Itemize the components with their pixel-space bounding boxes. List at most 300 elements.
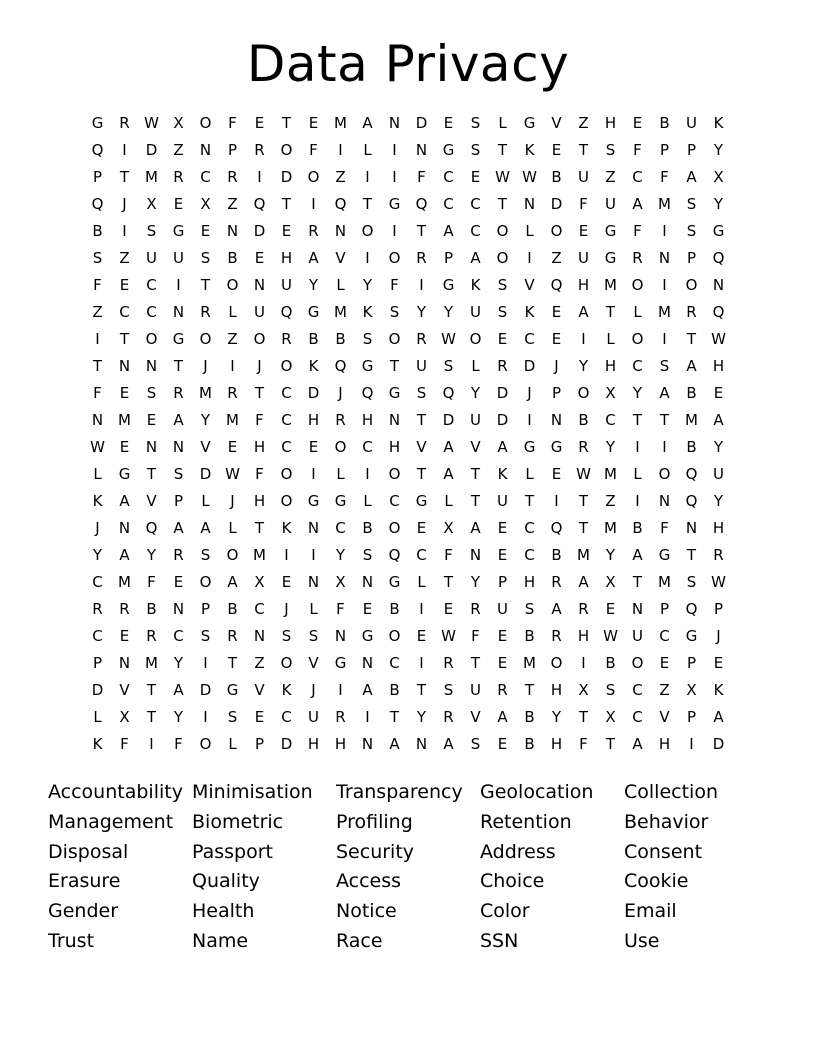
grid-letter: W bbox=[90, 438, 105, 456]
grid-letter: X bbox=[443, 519, 454, 537]
grid-letter: O bbox=[550, 222, 563, 240]
grid-letter: B bbox=[686, 384, 697, 402]
grid-letter: C bbox=[632, 681, 643, 699]
grid-letter: A bbox=[497, 438, 508, 456]
grid-letter: C bbox=[281, 384, 292, 402]
grid-letter: P bbox=[686, 654, 697, 672]
grid-letter: R bbox=[578, 600, 589, 618]
grid-letter: E bbox=[497, 330, 508, 348]
grid-letter: J bbox=[338, 384, 343, 402]
grid-row bbox=[84, 299, 732, 326]
grid-letter: H bbox=[550, 681, 563, 699]
grid-letter: F bbox=[309, 141, 318, 159]
grid-row bbox=[84, 326, 732, 353]
grid-letter: M bbox=[334, 114, 347, 132]
grid-letter: X bbox=[119, 708, 130, 726]
grid-letter: O bbox=[496, 249, 509, 267]
grid-letter: G bbox=[523, 438, 536, 456]
grid-letter: I bbox=[311, 195, 316, 213]
grid-letter: I bbox=[662, 222, 667, 240]
grid-letter: A bbox=[632, 546, 643, 564]
grid-letter: O bbox=[388, 330, 401, 348]
grid-letter: T bbox=[605, 735, 616, 753]
grid-letter: P bbox=[686, 141, 697, 159]
grid-letter: C bbox=[659, 627, 670, 645]
grid-letter: I bbox=[581, 330, 586, 348]
grid-letter: Z bbox=[227, 330, 238, 348]
grid-letter: Q bbox=[685, 492, 698, 510]
grid-letter: A bbox=[362, 114, 373, 132]
grid-row bbox=[84, 542, 732, 569]
grid-letter: E bbox=[632, 114, 643, 132]
grid-letter: A bbox=[632, 735, 643, 753]
grid-letter: N bbox=[118, 519, 131, 537]
grid-letter: A bbox=[713, 411, 724, 429]
grid-letter: S bbox=[308, 627, 319, 645]
grid-letter: H bbox=[334, 735, 347, 753]
grid-letter: E bbox=[470, 168, 481, 186]
grid-letter: D bbox=[712, 735, 725, 753]
grid-letter: F bbox=[579, 735, 588, 753]
grid-letter: N bbox=[226, 222, 239, 240]
grid-letter: Q bbox=[415, 195, 428, 213]
grid-letter: S bbox=[200, 627, 211, 645]
grid-letter: N bbox=[145, 438, 158, 456]
grid-letter: C bbox=[281, 708, 292, 726]
grid-letter: D bbox=[496, 384, 509, 402]
grid-letter: N bbox=[172, 303, 185, 321]
grid-letter: X bbox=[254, 573, 265, 591]
grid-letter: J bbox=[527, 384, 532, 402]
grid-letter: W bbox=[441, 627, 456, 645]
grid-letter: T bbox=[146, 681, 157, 699]
grid-letter: T bbox=[119, 330, 130, 348]
grid-letter: I bbox=[527, 411, 532, 429]
word-list-item: Access bbox=[336, 870, 402, 893]
grid-letter: H bbox=[712, 357, 725, 375]
grid-letter: I bbox=[284, 546, 289, 564]
grid-letter: L bbox=[93, 708, 102, 726]
grid-letter: N bbox=[361, 735, 374, 753]
grid-letter: I bbox=[365, 465, 370, 483]
grid-letter: N bbox=[199, 141, 212, 159]
grid-letter: N bbox=[631, 600, 644, 618]
grid-letter: P bbox=[713, 600, 724, 618]
grid-letter: E bbox=[416, 519, 427, 537]
grid-letter: J bbox=[230, 492, 235, 510]
grid-letter: F bbox=[471, 627, 480, 645]
grid-letter: K bbox=[524, 141, 535, 159]
grid-letter: I bbox=[392, 141, 397, 159]
grid-letter: T bbox=[119, 168, 130, 186]
grid-letter: B bbox=[605, 654, 616, 672]
grid-row bbox=[84, 488, 732, 515]
word-list-item: Disposal bbox=[48, 840, 129, 863]
grid-letter: C bbox=[281, 411, 292, 429]
grid-letter: J bbox=[95, 519, 100, 537]
grid-letter: R bbox=[308, 222, 319, 240]
grid-letter: I bbox=[203, 708, 208, 726]
grid-letter: I bbox=[149, 735, 154, 753]
grid-letter: G bbox=[361, 357, 374, 375]
grid-letter: D bbox=[442, 411, 455, 429]
grid-letter: A bbox=[173, 411, 184, 429]
grid-letter: Y bbox=[146, 546, 157, 564]
word-list-item: Race bbox=[336, 929, 383, 952]
grid-letter: J bbox=[257, 357, 262, 375]
grid-letter: R bbox=[497, 357, 508, 375]
grid-letter: K bbox=[92, 735, 103, 753]
grid-letter: Z bbox=[605, 168, 616, 186]
grid-letter: B bbox=[92, 222, 103, 240]
grid-letter: S bbox=[443, 681, 454, 699]
grid-letter: C bbox=[146, 276, 157, 294]
grid-letter: M bbox=[658, 195, 671, 213]
grid-letter: N bbox=[253, 276, 266, 294]
grid-letter: V bbox=[416, 438, 427, 456]
grid-letter: J bbox=[284, 600, 289, 618]
grid-letter: R bbox=[119, 600, 130, 618]
grid-letter: R bbox=[146, 627, 157, 645]
grid-letter: N bbox=[658, 492, 671, 510]
word-list-item: Transparency bbox=[336, 781, 463, 803]
grid-letter: C bbox=[335, 519, 346, 537]
grid-letter: V bbox=[524, 276, 535, 294]
grid-letter: T bbox=[389, 357, 400, 375]
grid-letter: I bbox=[554, 492, 559, 510]
grid-letter: O bbox=[334, 438, 347, 456]
grid-letter: I bbox=[338, 141, 343, 159]
grid-letter: T bbox=[578, 141, 589, 159]
grid-letter: A bbox=[227, 573, 238, 591]
grid-letter: O bbox=[280, 465, 293, 483]
grid-letter: Y bbox=[173, 708, 184, 726]
grid-letter: G bbox=[334, 492, 347, 510]
word-list-item: Behavior bbox=[624, 810, 709, 833]
grid-letter: C bbox=[443, 195, 454, 213]
grid-letter: M bbox=[334, 303, 347, 321]
grid-letter: Z bbox=[659, 681, 670, 699]
word-list-item: Address bbox=[480, 840, 556, 863]
grid-letter: T bbox=[578, 708, 589, 726]
grid-letter: L bbox=[336, 276, 345, 294]
grid-letter: J bbox=[122, 195, 127, 213]
grid-letter: P bbox=[200, 600, 211, 618]
grid-letter: A bbox=[389, 735, 400, 753]
grid-letter: K bbox=[92, 492, 103, 510]
grid-row bbox=[84, 110, 732, 137]
grid-letter: O bbox=[226, 546, 239, 564]
grid-letter: O bbox=[307, 168, 320, 186]
grid-letter: U bbox=[632, 627, 643, 645]
grid-letter: K bbox=[524, 303, 535, 321]
grid-letter: Y bbox=[632, 384, 643, 402]
grid-letter: Y bbox=[416, 708, 427, 726]
grid-letter: W bbox=[576, 465, 591, 483]
grid-letter: L bbox=[336, 465, 345, 483]
grid-letter: M bbox=[577, 546, 590, 564]
grid-letter: R bbox=[227, 384, 238, 402]
grid-letter: U bbox=[497, 600, 508, 618]
grid-letter: Z bbox=[119, 249, 130, 267]
grid-letter: B bbox=[362, 519, 373, 537]
grid-letter: I bbox=[365, 249, 370, 267]
grid-letter: Z bbox=[173, 141, 184, 159]
grid-letter: F bbox=[228, 114, 237, 132]
grid-letter: Y bbox=[713, 195, 724, 213]
grid-letter: X bbox=[146, 195, 157, 213]
grid-letter: W bbox=[711, 330, 726, 348]
grid-letter: A bbox=[713, 708, 724, 726]
grid-letter: B bbox=[308, 330, 319, 348]
grid-letter: I bbox=[581, 654, 586, 672]
grid-letter: T bbox=[470, 654, 481, 672]
grid-letter: X bbox=[605, 573, 616, 591]
grid-letter: Q bbox=[91, 141, 104, 159]
grid-letter: J bbox=[203, 357, 208, 375]
grid-row bbox=[84, 596, 732, 623]
grid-letter: D bbox=[280, 735, 293, 753]
grid-letter: R bbox=[416, 330, 427, 348]
grid-letter: R bbox=[92, 600, 103, 618]
grid-letter: I bbox=[635, 438, 640, 456]
grid-letter: I bbox=[392, 168, 397, 186]
grid-letter: O bbox=[199, 735, 212, 753]
grid-letter: E bbox=[254, 249, 265, 267]
grid-letter: S bbox=[389, 303, 400, 321]
grid-letter: C bbox=[416, 546, 427, 564]
word-list-item: Minimisation bbox=[192, 781, 313, 803]
grid-letter: A bbox=[119, 546, 130, 564]
word-list-item: Cookie bbox=[624, 870, 689, 893]
grid-row bbox=[84, 704, 732, 731]
grid-letter: M bbox=[253, 546, 266, 564]
grid-letter: R bbox=[497, 681, 508, 699]
grid-letter: I bbox=[95, 330, 100, 348]
grid-letter: Y bbox=[578, 357, 589, 375]
grid-letter: H bbox=[604, 357, 617, 375]
grid-letter: E bbox=[254, 114, 265, 132]
grid-letter: L bbox=[633, 465, 642, 483]
grid-letter: M bbox=[523, 654, 536, 672]
grid-letter: S bbox=[200, 546, 211, 564]
word-list-item: Consent bbox=[624, 840, 703, 863]
grid-letter: T bbox=[362, 195, 373, 213]
grid-letter: L bbox=[363, 492, 372, 510]
grid-letter: Q bbox=[334, 357, 347, 375]
grid-letter: E bbox=[551, 141, 562, 159]
grid-letter: B bbox=[551, 546, 562, 564]
grid-letter: Q bbox=[334, 195, 347, 213]
grid-letter: K bbox=[470, 276, 481, 294]
grid-letter: E bbox=[497, 735, 508, 753]
grid-letter: M bbox=[118, 573, 131, 591]
grid-letter: H bbox=[577, 627, 590, 645]
grid-letter: A bbox=[443, 438, 454, 456]
grid-letter: B bbox=[146, 600, 157, 618]
word-list-item: Quality bbox=[192, 870, 260, 893]
grid-letter: L bbox=[228, 735, 237, 753]
grid-letter: E bbox=[497, 519, 508, 537]
grid-letter: T bbox=[227, 654, 238, 672]
grid-letter: D bbox=[523, 357, 536, 375]
grid-letter: A bbox=[470, 249, 481, 267]
grid-letter: V bbox=[200, 438, 211, 456]
grid-letter: T bbox=[578, 492, 589, 510]
grid-letter: X bbox=[200, 195, 211, 213]
grid-letter: O bbox=[685, 276, 698, 294]
grid-letter: A bbox=[119, 492, 130, 510]
word-list-item: Profiling bbox=[336, 810, 413, 833]
grid-letter: D bbox=[91, 681, 104, 699]
grid-letter: U bbox=[470, 303, 481, 321]
grid-letter: A bbox=[578, 303, 589, 321]
grid-letter: K bbox=[713, 681, 724, 699]
grid-letter: M bbox=[604, 276, 617, 294]
grid-letter: L bbox=[309, 600, 318, 618]
grid-letter: H bbox=[253, 492, 266, 510]
grid-letter: Y bbox=[308, 276, 319, 294]
grid-letter: A bbox=[659, 384, 670, 402]
grid-letter: E bbox=[443, 114, 454, 132]
grid-letter: O bbox=[388, 519, 401, 537]
grid-letter: V bbox=[254, 681, 265, 699]
grid-row bbox=[84, 650, 732, 677]
grid-letter: A bbox=[443, 735, 454, 753]
grid-letter: U bbox=[578, 168, 589, 186]
grid-letter: Q bbox=[388, 546, 401, 564]
grid-letter: L bbox=[525, 465, 534, 483]
grid-letter: R bbox=[686, 303, 697, 321]
grid-letter: Y bbox=[713, 438, 724, 456]
grid-letter: F bbox=[174, 735, 183, 753]
word-list-item: Health bbox=[192, 900, 255, 923]
grid-letter: A bbox=[578, 573, 589, 591]
grid-letter: V bbox=[470, 708, 481, 726]
grid-letter: U bbox=[605, 195, 616, 213]
grid-letter: U bbox=[470, 681, 481, 699]
word-list-item: Notice bbox=[336, 900, 397, 923]
grid-letter: S bbox=[524, 600, 535, 618]
grid-letter: W bbox=[711, 573, 726, 591]
grid-letter: U bbox=[254, 303, 265, 321]
grid-letter: U bbox=[146, 249, 157, 267]
grid-letter: C bbox=[173, 627, 184, 645]
grid-letter: I bbox=[689, 735, 694, 753]
grid-letter: T bbox=[416, 411, 427, 429]
grid-letter: C bbox=[254, 600, 265, 618]
grid-letter: A bbox=[308, 249, 319, 267]
grid-letter: R bbox=[713, 546, 724, 564]
grid-letter: Y bbox=[200, 411, 211, 429]
grid-letter: T bbox=[686, 546, 697, 564]
grid-letter: N bbox=[145, 357, 158, 375]
grid-letter: R bbox=[119, 114, 130, 132]
grid-letter: F bbox=[633, 141, 642, 159]
grid-row bbox=[84, 731, 732, 758]
grid-letter: U bbox=[713, 465, 724, 483]
grid-letter: I bbox=[311, 546, 316, 564]
grid-letter: Y bbox=[470, 573, 481, 591]
grid-letter: V bbox=[470, 438, 481, 456]
grid-letter: V bbox=[308, 654, 319, 672]
grid-letter: F bbox=[579, 195, 588, 213]
grid-letter: E bbox=[308, 114, 319, 132]
grid-letter: R bbox=[578, 438, 589, 456]
grid-letter: S bbox=[686, 573, 697, 591]
grid-letter: I bbox=[176, 276, 181, 294]
word-list-item: Choice bbox=[480, 870, 545, 893]
letter-grid bbox=[84, 110, 732, 758]
grid-letter: C bbox=[470, 222, 481, 240]
grid-letter: G bbox=[226, 681, 239, 699]
grid-letter: S bbox=[92, 249, 103, 267]
word-list bbox=[48, 778, 768, 957]
grid-letter: Z bbox=[227, 195, 238, 213]
grid-letter: B bbox=[389, 681, 400, 699]
grid-letter: E bbox=[497, 546, 508, 564]
grid-letter: O bbox=[631, 276, 644, 294]
grid-letter: G bbox=[415, 492, 428, 510]
grid-letter: Y bbox=[92, 546, 103, 564]
grid-letter: U bbox=[281, 276, 292, 294]
grid-letter: F bbox=[255, 411, 264, 429]
word-list-item: Security bbox=[336, 840, 415, 863]
grid-letter: M bbox=[604, 519, 617, 537]
grid-letter: S bbox=[686, 222, 697, 240]
grid-letter: X bbox=[686, 681, 697, 699]
word-list-item: Use bbox=[624, 929, 660, 952]
grid-letter: S bbox=[281, 627, 292, 645]
grid-letter: N bbox=[91, 411, 104, 429]
grid-letter: S bbox=[146, 384, 157, 402]
grid-letter: I bbox=[419, 600, 424, 618]
grid-letter: C bbox=[632, 708, 643, 726]
grid-letter: N bbox=[658, 249, 671, 267]
grid-letter: C bbox=[92, 573, 103, 591]
grid-letter: E bbox=[119, 438, 130, 456]
page-title: Data Privacy bbox=[246, 35, 570, 93]
grid-letter: N bbox=[388, 411, 401, 429]
word-list-item: Passport bbox=[192, 840, 273, 863]
grid-letter: L bbox=[363, 141, 372, 159]
grid-letter: H bbox=[550, 735, 563, 753]
grid-letter: W bbox=[225, 465, 240, 483]
word-list-item: SSN bbox=[480, 929, 519, 952]
grid-letter: F bbox=[336, 600, 345, 618]
grid-letter: H bbox=[604, 114, 617, 132]
grid-letter: W bbox=[603, 627, 618, 645]
grid-letter: Q bbox=[145, 519, 158, 537]
grid-letter: M bbox=[685, 411, 698, 429]
grid-letter: S bbox=[497, 276, 508, 294]
grid-letter: Y bbox=[470, 384, 481, 402]
grid-letter: X bbox=[605, 708, 616, 726]
grid-letter: I bbox=[392, 222, 397, 240]
grid-letter: P bbox=[497, 573, 508, 591]
grid-letter: R bbox=[173, 546, 184, 564]
grid-letter: P bbox=[686, 708, 697, 726]
grid-letter: H bbox=[280, 249, 293, 267]
grid-letter: L bbox=[201, 492, 210, 510]
grid-letter: T bbox=[470, 492, 481, 510]
grid-letter: G bbox=[307, 492, 320, 510]
grid-row bbox=[84, 677, 732, 704]
grid-letter: L bbox=[228, 519, 237, 537]
grid-letter: U bbox=[308, 708, 319, 726]
grid-letter: B bbox=[335, 330, 346, 348]
grid-letter: O bbox=[280, 141, 293, 159]
